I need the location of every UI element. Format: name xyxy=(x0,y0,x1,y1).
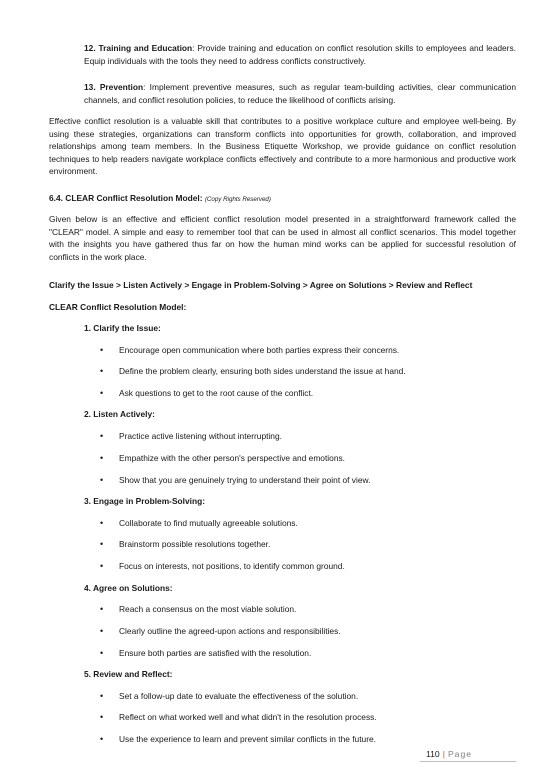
bullet-icon: • xyxy=(100,431,104,441)
copyright-note: (Copy Rights Reserved) xyxy=(204,196,271,203)
bullet-item xyxy=(100,387,313,400)
item-text: : Implement preventive measures, such as regular team-building activities, clear communication channels, and conflict resolution policies, to reduce the likelihood of conflicts arising. xyxy=(84,82,516,105)
bullet-icon: • xyxy=(100,691,104,701)
bullet-text: Clearly outline the agreed-upon actions and responsibilities. xyxy=(119,626,341,636)
section-heading xyxy=(49,192,271,207)
step-title: 4. Agree on Solutions: xyxy=(84,583,173,593)
bullet-item xyxy=(100,474,370,487)
step-title: 5. Review and Reflect: xyxy=(84,669,173,679)
bullet-text: Empathize with the other person's perspective and emotions. xyxy=(119,453,345,463)
bullet-icon: • xyxy=(100,604,104,614)
bullet-icon: • xyxy=(100,561,104,571)
bullet-icon: • xyxy=(100,734,104,744)
bullet-icon: • xyxy=(100,539,104,549)
bullet-text: Define the problem clearly, ensuring both sides understand the issue at hand. xyxy=(119,366,406,376)
bullet-item xyxy=(100,603,296,616)
paragraph-summary: Effective conflict resolution is a valuable skill that contributes to a positive workplace culture and employee well-being. By using these strategies, organizations can transform conflicts into opportunities for growth, collaboration, and improved relationships among team members. In the Business Etiquette Workshop, we provide guidance on conflict resolution techniques to help readers navigate workplace conflicts effectively and contribute to a more harmonious and productive work environment. xyxy=(49,116,516,177)
paragraph-intro: Given below is an effective and efficient conflict resolution model presented in a straightforward framework called the "CLEAR" model. A simple and easy to remember tool that can be used in almost all conflict scenarios. This model together with the insights you have gathered thus far on how the human mind works can be applied for successful resolution of conflicts in the work place. xyxy=(49,214,516,262)
bullet-item xyxy=(100,365,406,378)
bullet-text: Use the experience to learn and prevent similar conflicts in the future. xyxy=(119,734,376,744)
bullet-icon: • xyxy=(100,712,104,722)
bullet-icon: • xyxy=(100,648,104,658)
bullet-icon: • xyxy=(100,518,104,528)
step-title: 2. Listen Actively: xyxy=(84,409,155,419)
bullet-text: Set a follow-up date to evaluate the effectiveness of the solution. xyxy=(119,691,359,701)
bullet-text: Reflect on what worked well and what didn't in the resolution process. xyxy=(119,712,377,722)
bullet-item xyxy=(100,711,377,724)
bullet-text: Ensure both parties are satisfied with the resolution. xyxy=(119,648,312,658)
bullet-item xyxy=(100,690,358,703)
bullet-text: Encourage open communication where both parties express their concerns. xyxy=(119,345,400,355)
bullet-text: Ask questions to get to the root cause of the conflict. xyxy=(119,388,314,398)
bullet-item xyxy=(100,647,311,660)
bullet-item xyxy=(100,538,270,551)
list-item-training xyxy=(84,42,516,67)
model-flow: Clarify the Issue > Listen Actively > Engage in Problem-Solving > Agree on Solutions > Review and Reflect xyxy=(49,280,473,290)
list-item-prevention xyxy=(84,81,516,106)
bullet-item xyxy=(100,625,341,638)
item-text: : Provide training and education on conflict resolution skills to employees and leaders. Equip individuals with the tools they need to address conflicts constructively. xyxy=(84,43,516,66)
bullet-text: Collaborate to find mutually agreeable solutions. xyxy=(119,518,298,528)
bullet-text: Practice active listening without interrupting. xyxy=(119,431,282,441)
item-label: 13. Prevention xyxy=(84,82,144,92)
step-title: 1. Clarify the Issue: xyxy=(84,323,161,333)
footer-divider xyxy=(420,761,516,762)
bullet-icon: • xyxy=(100,388,104,398)
bullet-icon: • xyxy=(100,366,104,376)
bullet-item xyxy=(100,344,399,357)
bullet-icon: • xyxy=(100,453,104,463)
section-heading-text: 6.4. CLEAR Conflict Resolution Model: xyxy=(49,193,203,203)
bullet-text: Reach a consensus on the most viable solution. xyxy=(119,604,297,614)
bullet-item xyxy=(100,452,345,465)
page-label: Page xyxy=(447,749,473,759)
model-title: CLEAR Conflict Resolution Model: xyxy=(49,302,187,312)
bullet-icon: • xyxy=(100,626,104,636)
footer-separator: | xyxy=(442,749,445,759)
bullet-item xyxy=(100,430,282,443)
bullet-icon: • xyxy=(100,475,104,485)
page-footer xyxy=(426,748,472,761)
bullet-item xyxy=(100,517,298,530)
bullet-item xyxy=(100,560,345,573)
bullet-text: Brainstorm possible resolutions together. xyxy=(119,539,271,549)
page-number: 110 xyxy=(426,749,440,759)
step-title: 3. Engage in Problem-Solving: xyxy=(84,496,205,506)
bullet-item xyxy=(100,733,376,746)
bullet-text: Focus on interests, not positions, to identify common ground. xyxy=(119,561,345,571)
item-label: 12. Training and Education xyxy=(84,43,193,53)
bullet-icon: • xyxy=(100,345,104,355)
bullet-text: Show that you are genuinely trying to understand their point of view. xyxy=(119,475,371,485)
